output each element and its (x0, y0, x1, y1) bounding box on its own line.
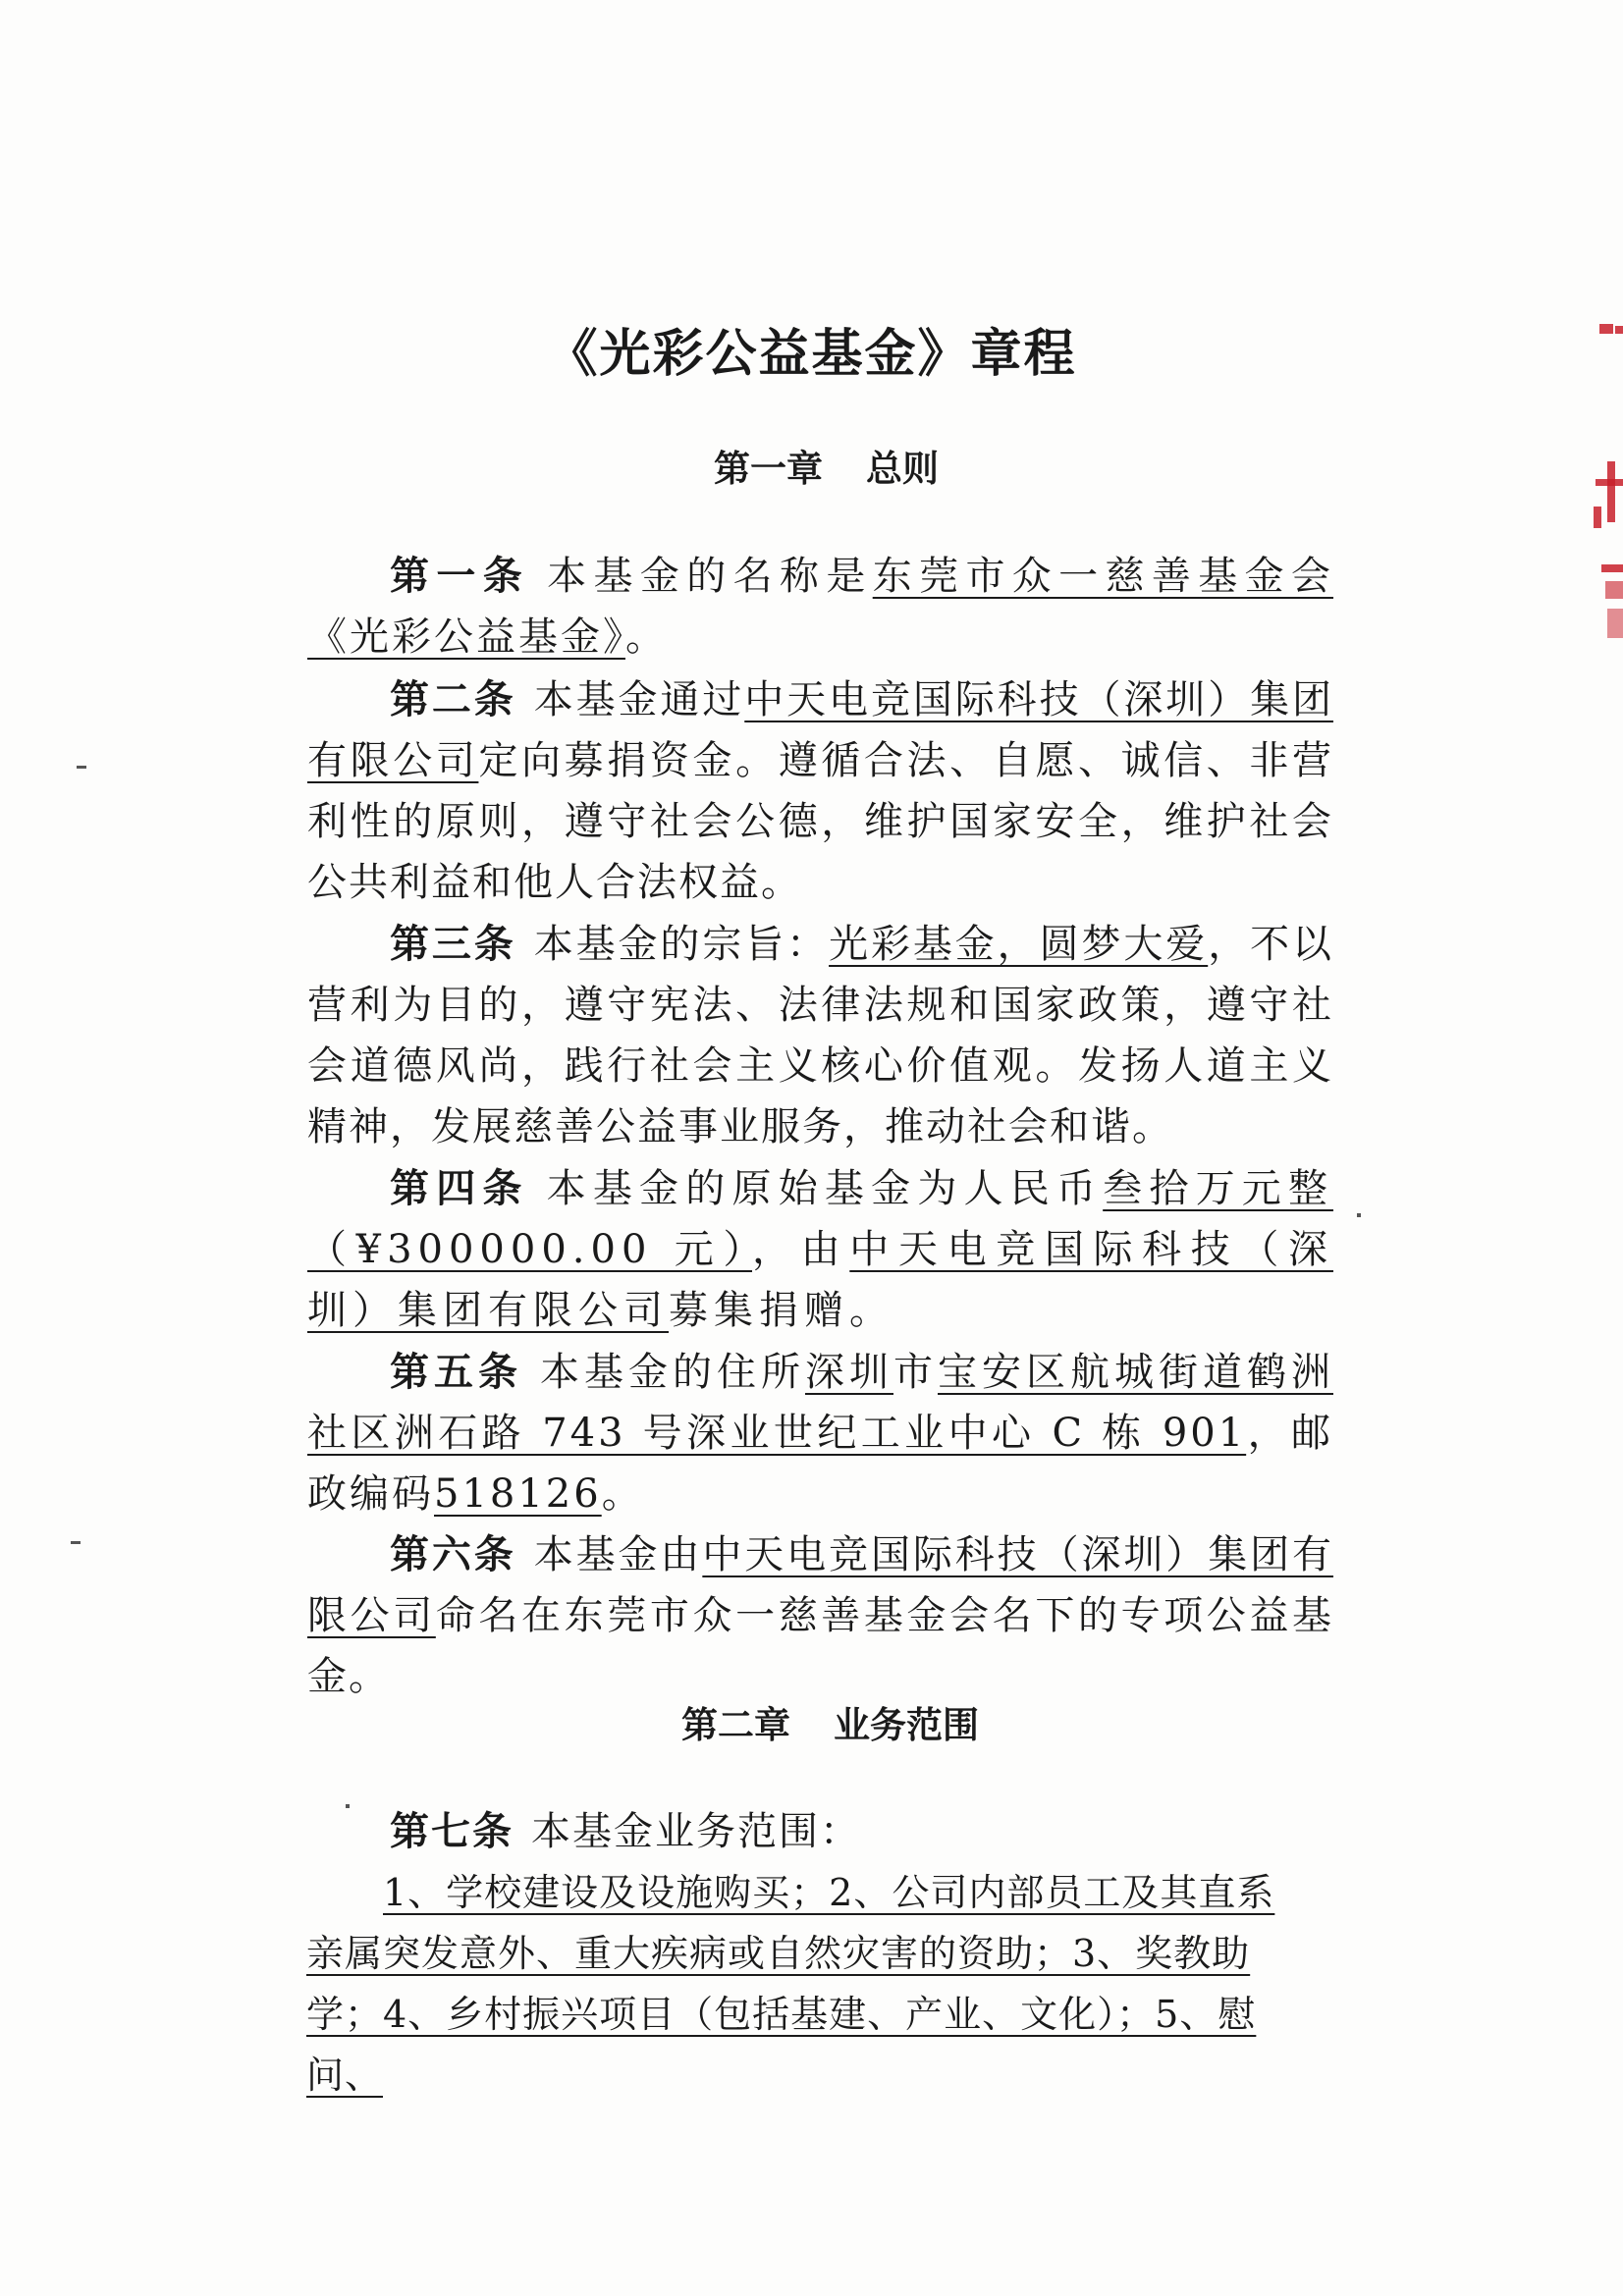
article-6 (307, 1524, 1333, 1707)
filled-field: 叁拾万元整（¥300000.00 元） (307, 1166, 1334, 1272)
document-title: 《光彩公益基金》章程 (546, 324, 1077, 384)
article-text: 本基金由 (533, 1532, 703, 1577)
filled-field: 宝安区航城街道鹤洲社区洲石路 743 号深业世纪工业中心 C 栋 901 (307, 1350, 1333, 1456)
scan-mark (1357, 1213, 1361, 1217)
article-text: 定向募捐资金。遵循合法、自愿、诚信、非营利性的原则，遵守社会公德，维护国家安全，维护社会公共利益和他人合法权益。 (307, 738, 1334, 905)
chapter-name: 业务范围 (834, 1703, 979, 1746)
article-text: 。 (625, 614, 668, 660)
business-scope-text: 1、学校建设及设施购买；2、公司内部员工及其直系亲属突发意外、重大疾病或自然灾害的资助；3、奖教助学；4、乡村振兴项目（包括基建、产业、文化）；5、慰问、 (306, 1871, 1275, 2097)
article-label: 第一条 (390, 553, 530, 599)
scan-mark (346, 1804, 350, 1808)
filled-field: 中天电竞国际科技（深圳）集团有限公司 (307, 1227, 1334, 1333)
article-2 (307, 669, 1333, 913)
article-1 (307, 546, 1333, 667)
article-text: 本基金的原始基金为人民币 (546, 1166, 1104, 1211)
article-text: 本基金通过 (533, 677, 745, 722)
article-text: 命名在东莞市众一慈善基金会名下的专项公益基金。 (307, 1593, 1334, 1699)
article-label: 第二条 (390, 676, 516, 722)
article-3 (307, 914, 1333, 1157)
scan-mark (71, 1541, 81, 1544)
article-5 (307, 1342, 1333, 1524)
article-text: 市 (893, 1350, 938, 1395)
business-scope-list (306, 1862, 1298, 2106)
article-text: ，由 (752, 1227, 850, 1272)
article-text: 本基金业务范围： (531, 1809, 861, 1854)
scan-mark (77, 766, 86, 769)
filled-field: 中天电竞国际科技（深圳）集团有限公司 (307, 1532, 1334, 1638)
article-text: 募集捐赠。 (669, 1288, 894, 1333)
article-label: 第五条 (390, 1349, 522, 1395)
article-text: ，不以营利为目的，遵守宪法、法律法规和国家政策，遵守社会道德风尚，践行社会主义核心价值观。发扬人道主义精神，发展慈善公益事业服务，推动社会和谐。 (307, 922, 1334, 1149)
chapter-heading-2 (0, 1695, 1623, 1748)
filled-field: 518126 (434, 1471, 602, 1517)
article-7 (307, 1801, 1333, 1862)
article-label: 第三条 (390, 921, 516, 967)
chapter-name: 总则 (866, 447, 939, 490)
article-text: 本基金的名称是 (547, 554, 873, 599)
article-4 (307, 1158, 1333, 1341)
article-text: 。 (601, 1471, 644, 1517)
article-label: 第四条 (390, 1165, 529, 1211)
article-text: ，邮政编码 (307, 1411, 1334, 1517)
red-seal-fragment (1594, 324, 1623, 638)
filled-field: 中天电竞国际科技（深圳）集团有限公司 (307, 677, 1334, 783)
chapter-heading-1 (0, 439, 1623, 492)
filled-field: 东莞市众一慈善基金会《光彩公益基金》 (307, 554, 1334, 660)
chapter-number: 第一章 (714, 447, 823, 490)
filled-field: 光彩基金，圆梦大爱 (829, 922, 1209, 967)
filled-field: 深圳 (805, 1350, 893, 1395)
chapter-number: 第二章 (681, 1703, 790, 1746)
article-label: 第六条 (390, 1531, 516, 1577)
article-text: 本基金的住所 (540, 1350, 805, 1395)
article-text: 本基金的宗旨： (533, 922, 830, 967)
article-label: 第七条 (390, 1808, 514, 1854)
